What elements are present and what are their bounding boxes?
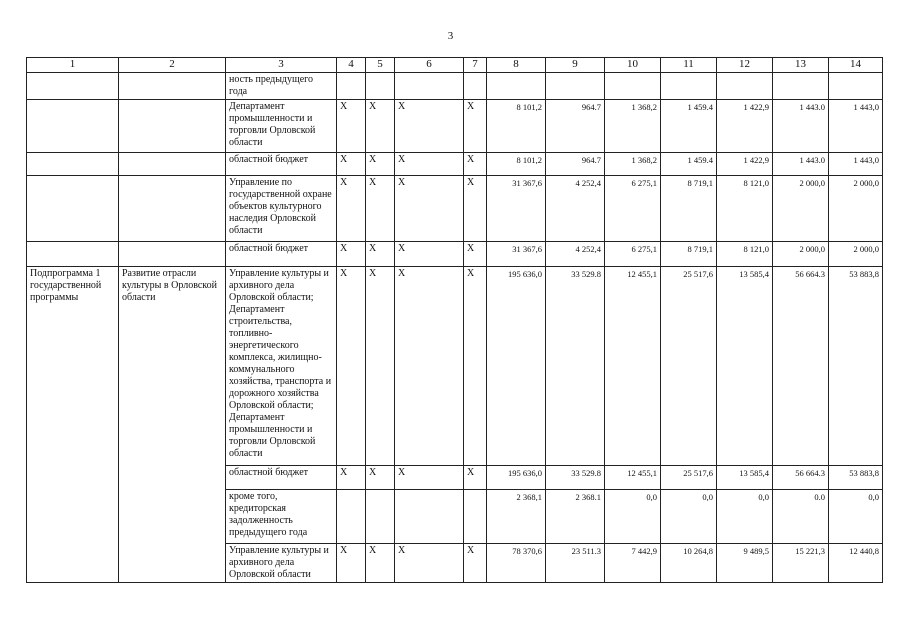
- code-cell-7: X: [464, 242, 487, 267]
- column-header-1: 1: [27, 58, 119, 73]
- code-cell-7: X: [464, 153, 487, 176]
- table-row: [27, 242, 883, 267]
- code-cell-6: [395, 73, 464, 100]
- code-cell-5: X: [366, 242, 395, 267]
- code-cell-7: X: [464, 267, 487, 466]
- value-cell-12: 13 585,4: [717, 466, 773, 490]
- value-cell-14: 0,0: [829, 490, 883, 544]
- empty-cell: [119, 176, 226, 242]
- value-cell-10: 12 455,1: [605, 267, 661, 466]
- column-header-12: 12: [717, 58, 773, 73]
- budget-table: [26, 57, 883, 583]
- value-cell-8: [487, 73, 546, 100]
- header-row: [27, 58, 883, 73]
- code-cell-5: X: [366, 153, 395, 176]
- column-header-14: 14: [829, 58, 883, 73]
- column-header-6: 6: [395, 58, 464, 73]
- value-cell-13: 15 221,3: [773, 544, 829, 583]
- empty-cell: [27, 242, 119, 267]
- code-cell-5: X: [366, 544, 395, 583]
- code-cell-4: X: [337, 242, 366, 267]
- column-header-10: 10: [605, 58, 661, 73]
- value-cell-10: 1 368,2: [605, 100, 661, 153]
- value-cell-9: 964.7: [546, 100, 605, 153]
- value-cell-10: 6 275,1: [605, 176, 661, 242]
- value-cell-12: 8 121,0: [717, 176, 773, 242]
- table-row: [27, 153, 883, 176]
- page-number: 3: [447, 30, 454, 42]
- value-cell-10: 12 455,1: [605, 466, 661, 490]
- table-row: [27, 73, 883, 100]
- column-header-13: 13: [773, 58, 829, 73]
- value-cell-12: [717, 73, 773, 100]
- executor-cell: Управление по государственной охране объектов культурного наследия Орловской области: [226, 176, 337, 242]
- code-cell-4: X: [337, 100, 366, 153]
- subprogram-title-cell: Развитие отрасли культуры в Орловской области: [119, 267, 226, 583]
- code-cell-7: X: [464, 544, 487, 583]
- executor-cell: кроме того, кредиторская задолженность предыдущего года: [226, 490, 337, 544]
- column-header-4: 4: [337, 58, 366, 73]
- value-cell-11: 0,0: [661, 490, 717, 544]
- executor-cell: ность предыдущего года: [226, 73, 337, 100]
- value-cell-11: [661, 73, 717, 100]
- code-cell-5: X: [366, 466, 395, 490]
- column-header-2: 2: [119, 58, 226, 73]
- value-cell-8: 8 101,2: [487, 100, 546, 153]
- table-row: [27, 267, 883, 466]
- value-cell-13: 56 664.3: [773, 267, 829, 466]
- code-cell-5: X: [366, 267, 395, 466]
- value-cell-11: 8 719,1: [661, 242, 717, 267]
- code-cell-4: X: [337, 544, 366, 583]
- executor-cell: областной бюджет: [226, 242, 337, 267]
- value-cell-14: 1 443,0: [829, 100, 883, 153]
- code-cell-4: X: [337, 466, 366, 490]
- code-cell-5: [366, 490, 395, 544]
- value-cell-14: 2 000,0: [829, 176, 883, 242]
- value-cell-13: 0.0: [773, 490, 829, 544]
- code-cell-6: X: [395, 176, 464, 242]
- value-cell-9: 33 529.8: [546, 267, 605, 466]
- value-cell-8: 195 636,0: [487, 466, 546, 490]
- code-cell-4: X: [337, 267, 366, 466]
- value-cell-10: 6 275,1: [605, 242, 661, 267]
- value-cell-8: 78 370,6: [487, 544, 546, 583]
- value-cell-9: [546, 73, 605, 100]
- code-cell-5: X: [366, 100, 395, 153]
- value-cell-13: 2 000,0: [773, 242, 829, 267]
- value-cell-14: 1 443,0: [829, 153, 883, 176]
- executor-cell: областной бюджет: [226, 466, 337, 490]
- value-cell-13: 56 664.3: [773, 466, 829, 490]
- value-cell-9: 4 252,4: [546, 176, 605, 242]
- value-cell-8: 195 636,0: [487, 267, 546, 466]
- code-cell-5: [366, 73, 395, 100]
- value-cell-10: [605, 73, 661, 100]
- code-cell-6: [395, 490, 464, 544]
- value-cell-11: 25 517,6: [661, 466, 717, 490]
- code-cell-4: X: [337, 153, 366, 176]
- column-header-9: 9: [546, 58, 605, 73]
- code-cell-4: X: [337, 176, 366, 242]
- code-cell-6: X: [395, 544, 464, 583]
- empty-cell: [27, 176, 119, 242]
- column-header-8: 8: [487, 58, 546, 73]
- code-cell-7: [464, 490, 487, 544]
- code-cell-7: X: [464, 100, 487, 153]
- code-cell-4: [337, 490, 366, 544]
- value-cell-14: [829, 73, 883, 100]
- empty-cell: [27, 100, 119, 153]
- column-header-5: 5: [366, 58, 395, 73]
- value-cell-8: 31 367,6: [487, 242, 546, 267]
- empty-cell: [119, 100, 226, 153]
- empty-cell: [27, 153, 119, 176]
- code-cell-5: X: [366, 176, 395, 242]
- code-cell-7: X: [464, 466, 487, 490]
- code-cell-4: [337, 73, 366, 100]
- value-cell-9: 4 252,4: [546, 242, 605, 267]
- value-cell-11: 10 264,8: [661, 544, 717, 583]
- value-cell-12: 13 585,4: [717, 267, 773, 466]
- empty-cell: [27, 73, 119, 100]
- table-row: [27, 100, 883, 153]
- column-header-3: 3: [226, 58, 337, 73]
- code-cell-6: X: [395, 466, 464, 490]
- value-cell-12: 1 422,9: [717, 153, 773, 176]
- value-cell-11: 1 459.4: [661, 153, 717, 176]
- value-cell-13: 1 443.0: [773, 100, 829, 153]
- value-cell-10: 7 442,9: [605, 544, 661, 583]
- value-cell-10: 1 368,2: [605, 153, 661, 176]
- subprogram-name-cell: Подпрограмма 1 государственной программы: [27, 267, 119, 583]
- executor-cell: областной бюджет: [226, 153, 337, 176]
- value-cell-10: 0,0: [605, 490, 661, 544]
- value-cell-14: 2 000,0: [829, 242, 883, 267]
- code-cell-7: [464, 73, 487, 100]
- value-cell-13: 1 443.0: [773, 153, 829, 176]
- empty-cell: [119, 242, 226, 267]
- value-cell-13: [773, 73, 829, 100]
- value-cell-9: 23 511.3: [546, 544, 605, 583]
- empty-cell: [119, 153, 226, 176]
- code-cell-6: X: [395, 267, 464, 466]
- value-cell-14: 53 883,8: [829, 466, 883, 490]
- executor-cell: Управление культуры и архивного дела Орловской области: [226, 544, 337, 583]
- value-cell-8: 8 101,2: [487, 153, 546, 176]
- value-cell-14: 53 883,8: [829, 267, 883, 466]
- value-cell-11: 8 719,1: [661, 176, 717, 242]
- empty-cell: [119, 73, 226, 100]
- table-body: [27, 58, 883, 583]
- table-row: [27, 176, 883, 242]
- executor-cell: Департамент промышленности и торговли Орловской области: [226, 100, 337, 153]
- code-cell-6: X: [395, 242, 464, 267]
- executor-cell: Управление культуры и архивного дела Орловской области; Департамент строительства, топливно-энергетического комплекса, жилищно-коммунального хозяйства, транспорта и дорожного хозяйства Орловской области; Департамент промышленности и торговли Орловской области: [226, 267, 337, 466]
- value-cell-14: 12 440,8: [829, 544, 883, 583]
- value-cell-11: 1 459.4: [661, 100, 717, 153]
- value-cell-9: 964.7: [546, 153, 605, 176]
- code-cell-6: X: [395, 100, 464, 153]
- value-cell-12: 8 121,0: [717, 242, 773, 267]
- value-cell-13: 2 000,0: [773, 176, 829, 242]
- value-cell-11: 25 517,6: [661, 267, 717, 466]
- value-cell-8: 31 367,6: [487, 176, 546, 242]
- value-cell-9: 2 368.1: [546, 490, 605, 544]
- code-cell-6: X: [395, 153, 464, 176]
- value-cell-12: 9 489,5: [717, 544, 773, 583]
- value-cell-12: 0,0: [717, 490, 773, 544]
- value-cell-8: 2 368,1: [487, 490, 546, 544]
- column-header-11: 11: [661, 58, 717, 73]
- value-cell-12: 1 422,9: [717, 100, 773, 153]
- column-header-7: 7: [464, 58, 487, 73]
- code-cell-7: X: [464, 176, 487, 242]
- value-cell-9: 33 529.8: [546, 466, 605, 490]
